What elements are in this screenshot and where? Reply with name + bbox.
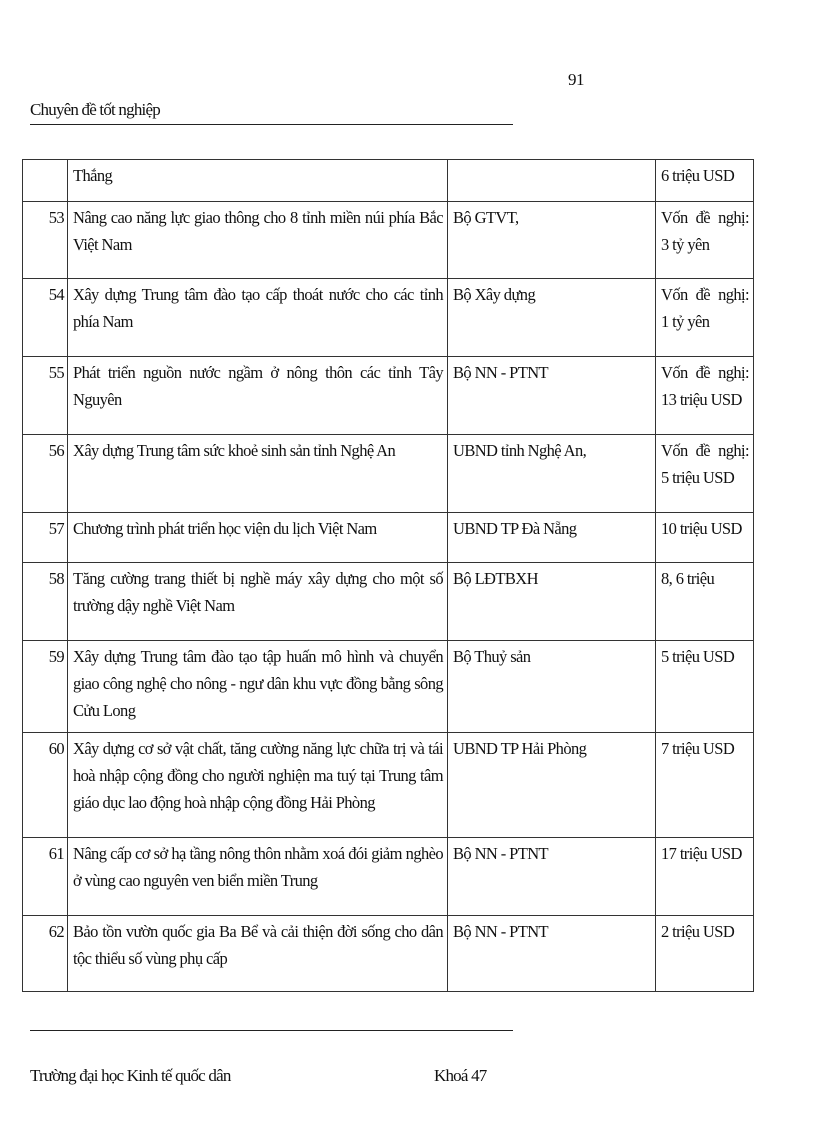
funding: Vốn đề nghị: 1 tỷ yên: [656, 279, 754, 357]
row-number: 60: [23, 733, 68, 838]
agency: Bộ NN - PTNT: [448, 916, 656, 992]
funding: 6 triệu USD: [656, 160, 754, 202]
funding: 17 triệu USD: [656, 838, 754, 916]
footer-divider: [30, 1030, 513, 1031]
table-row: [23, 733, 754, 838]
footer-course: Khoá 47: [434, 1066, 487, 1085]
row-number: 53: [23, 202, 68, 279]
page-number: 91: [568, 70, 584, 89]
table-row: [23, 160, 754, 202]
table-row: [23, 279, 754, 357]
project-name: Xây dựng cơ sở vật chất, tăng cường năng lực chữa trị và tái hoà nhập cộng đồng cho người nghiện ma tuý tại Trung tâm giáo dục lao động hoà nhập cộng đồng Hải Phòng: [68, 733, 448, 838]
project-name: Xây dựng Trung tâm sức khoẻ sinh sản tỉnh Nghệ An: [68, 435, 448, 513]
agency: Bộ NN - PTNT: [448, 838, 656, 916]
project-name: Phát triển nguồn nước ngầm ở nông thôn các tỉnh Tây Nguyên: [68, 357, 448, 435]
funding: Vốn đề nghị: 13 triệu USD: [656, 357, 754, 435]
funding: Vốn đề nghị: 3 tỷ yên: [656, 202, 754, 279]
project-name: Thắng: [68, 160, 448, 202]
funding: 5 triệu USD: [656, 641, 754, 733]
project-name: Xây dựng Trung tâm đào tạo cấp thoát nước cho các tỉnh phía Nam: [68, 279, 448, 357]
header-divider: [30, 124, 513, 125]
project-table: [22, 159, 754, 992]
table-row: [23, 838, 754, 916]
project-name: Nâng cấp cơ sở hạ tầng nông thôn nhằm xoá đói giảm nghèo ở vùng cao nguyên ven biển miền Trung: [68, 838, 448, 916]
funding: Vốn đề nghị: 5 triệu USD: [656, 435, 754, 513]
row-number: 58: [23, 563, 68, 641]
row-number: 61: [23, 838, 68, 916]
agency: UBND TP Hải Phòng: [448, 733, 656, 838]
row-number: 57: [23, 513, 68, 563]
project-name: Chương trình phát triển học viện du lịch Việt Nam: [68, 513, 448, 563]
header-title: Chuyên đề tốt nghiệp: [30, 100, 160, 119]
funding: 2 triệu USD: [656, 916, 754, 992]
funding: 8, 6 triệu: [656, 563, 754, 641]
row-number: 56: [23, 435, 68, 513]
table-row: [23, 435, 754, 513]
agency: Bộ GTVT,: [448, 202, 656, 279]
funding: 7 triệu USD: [656, 733, 754, 838]
table-row: [23, 357, 754, 435]
row-number: 55: [23, 357, 68, 435]
funding: 10 triệu USD: [656, 513, 754, 563]
project-name: Nâng cao năng lực giao thông cho 8 tỉnh miền núi phía Bắc Việt Nam: [68, 202, 448, 279]
table-row: [23, 202, 754, 279]
project-name: Xây dựng Trung tâm đào tạo tập huấn mô hình và chuyển giao công nghệ cho nông - ngư dân khu vực đồng bằng sông Cửu Long: [68, 641, 448, 733]
agency: Bộ LĐTBXH: [448, 563, 656, 641]
footer-school: Trường đại học Kinh tế quốc dân: [30, 1066, 231, 1085]
project-name: Tăng cường trang thiết bị nghề máy xây dựng cho một số trường dậy nghề Việt Nam: [68, 563, 448, 641]
agency: Bộ Xây dựng: [448, 279, 656, 357]
project-name: Bảo tồn vườn quốc gia Ba Bể và cải thiện đời sống cho dân tộc thiểu số vùng phụ cấp: [68, 916, 448, 992]
row-number: 59: [23, 641, 68, 733]
row-number: 62: [23, 916, 68, 992]
row-number: [23, 160, 68, 202]
agency: Bộ NN - PTNT: [448, 357, 656, 435]
table-row: [23, 916, 754, 992]
table-row: [23, 641, 754, 733]
agency: UBND TP Đà Nẵng: [448, 513, 656, 563]
agency: [448, 160, 656, 202]
row-number: 54: [23, 279, 68, 357]
agency: UBND tỉnh Nghệ An,: [448, 435, 656, 513]
table-row: [23, 563, 754, 641]
agency: Bộ Thuỷ sản: [448, 641, 656, 733]
table-row: [23, 513, 754, 563]
